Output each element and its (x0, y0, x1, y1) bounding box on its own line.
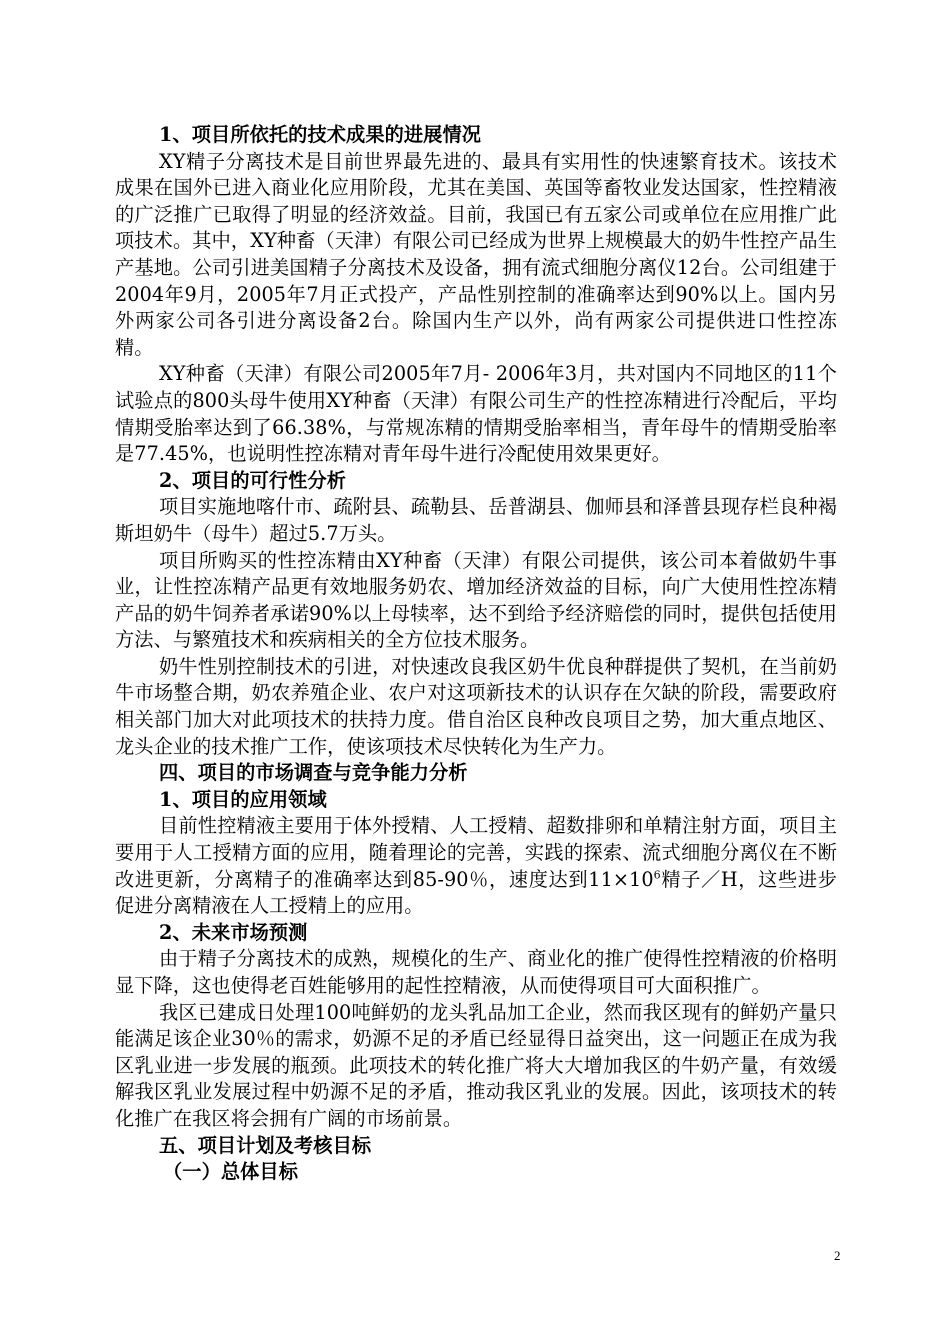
paragraph-application (115, 813, 837, 919)
heading-tech-progress: 1、项目所依托的技术成果的进展情况 (159, 123, 482, 146)
heading-project-plan: 五、项目计划及考核目标 (159, 1133, 372, 1157)
paragraph-price-drop: 由于精子分离技术的成熟，规模化的生产、商业化的推广使得性控精液的价格明显下降，这也使得老百姓能够用的起性控精液，从而使得项目可大面积推广。 (115, 947, 837, 997)
heading-market-forecast: 2、未来市场预测 (159, 920, 308, 944)
paragraph-application-text-end: 精子／H，这些进步促进分离精液在人工授精上的应用。 (115, 867, 837, 918)
paragraph-xy-trial: XY种畜（天津）有限公司2005年7月- 2006年3月，共对国内不同地区的11个试验点的800头母牛使用XY种畜（天津）有限公司生产的性控冻精进行冷配后，平均情期受胎率达到了66.38%，与常规冻精的情期受胎率相当，青年母牛的情期受胎率是77.45%，也说明性控冻精对青年母牛进行冷配使用效果更好。 (115, 362, 837, 466)
paragraph-application-text: 目前性控精液主要用于体外授精、人工授精、超数排卵和单精注射方面，项目主要用于人工授精方面的应用，随着理论的完善，实践的探索、流式细胞分离仪在不断改进更新，分离精子的准确率达到85-90％，速度达到11×10 (115, 814, 837, 891)
document-body (115, 122, 837, 1186)
paragraph-opportunity: 奶牛性别控制技术的引进，对快速改良我区奶牛优良种群提供了契机，在当前奶牛市场整合期，奶农养殖企业、农户对这项新技术的认识存在欠缺的阶段，需要政府相关部门加大对此项技术的扶持力度。借自治区良种改良项目之势，加大重点地区、龙头企业的技术推广工作，使该项技术尽快转化为生产力。 (115, 654, 837, 758)
paragraph-xy-tech: XY精子分离技术是目前世界最先进的、最具有实用性的快速繁育技术。该技术成果在国外已进入商业化应用阶段，尤其在美国、英国等畜牧业发达国家，性控精液的广泛推广已取得了明显的经济效益。目前，我国已有五家公司或单位在应用推广此项技术。其中，XY种畜（天津）有限公司已经成为世界上规模最大的奶牛性控产品生产基地。公司引进美国精子分离技术及设备，拥有流式细胞分离仪12台。公司组建于2004年9月，2005年7月正式投产，产品性别控制的准确率达到90%以上。国内另外两家公司各引进分离设备2台。除国内生产以外，尚有两家公司提供进口性控冻精。 (115, 149, 837, 359)
heading-market-survey: 四、项目的市场调查与竞争能力分析 (159, 761, 468, 785)
paragraph-supplier: 项目所购买的性控冻精由XY种畜（天津）有限公司提供，该公司本着做奶牛事业，让性控冻精产品更有效地服务奶农、增加经济效益的目标，向广大使用性控冻精产品的奶牛饲养者承诺90%以上母犊率，达不到给予经济赔偿的同时，提供包括使用方法、与繁殖技术和疾病相关的全方位技术服务。 (115, 548, 837, 652)
heading-application-field: 1、项目的应用领域 (159, 787, 327, 811)
page-number: 2 (834, 1248, 841, 1263)
heading-feasibility: 2、项目的可行性分析 (159, 468, 347, 492)
superscript-exponent: 6 (653, 868, 661, 882)
paragraph-dairy-industry: 我区已建成日处理100吨鲜奶的龙头乳品加工企业，然而我区现有的鲜奶产量只能满足该企业30％的需求，奶源不足的矛盾已经显得日益突出，这一问题正在成为我区乳业进一步发展的瓶颈。此项技术的转化推广将大大增加我区的牛奶产量，有效缓解我区乳业发展过程中奶源不足的矛盾，推动我区乳业的发展。因此，该项技术的转化推广在我区将会拥有广阔的市场前景。 (115, 1000, 837, 1130)
heading-overall-goal: （一）总体目标 (163, 1160, 299, 1184)
paragraph-implementation-sites: 项目实施地喀什市、疏附县、疏勒县、岳普湖县、伽师县和泽普县现存栏良种褐斯坦奶牛（母牛）超过5.7万头。 (115, 495, 837, 545)
